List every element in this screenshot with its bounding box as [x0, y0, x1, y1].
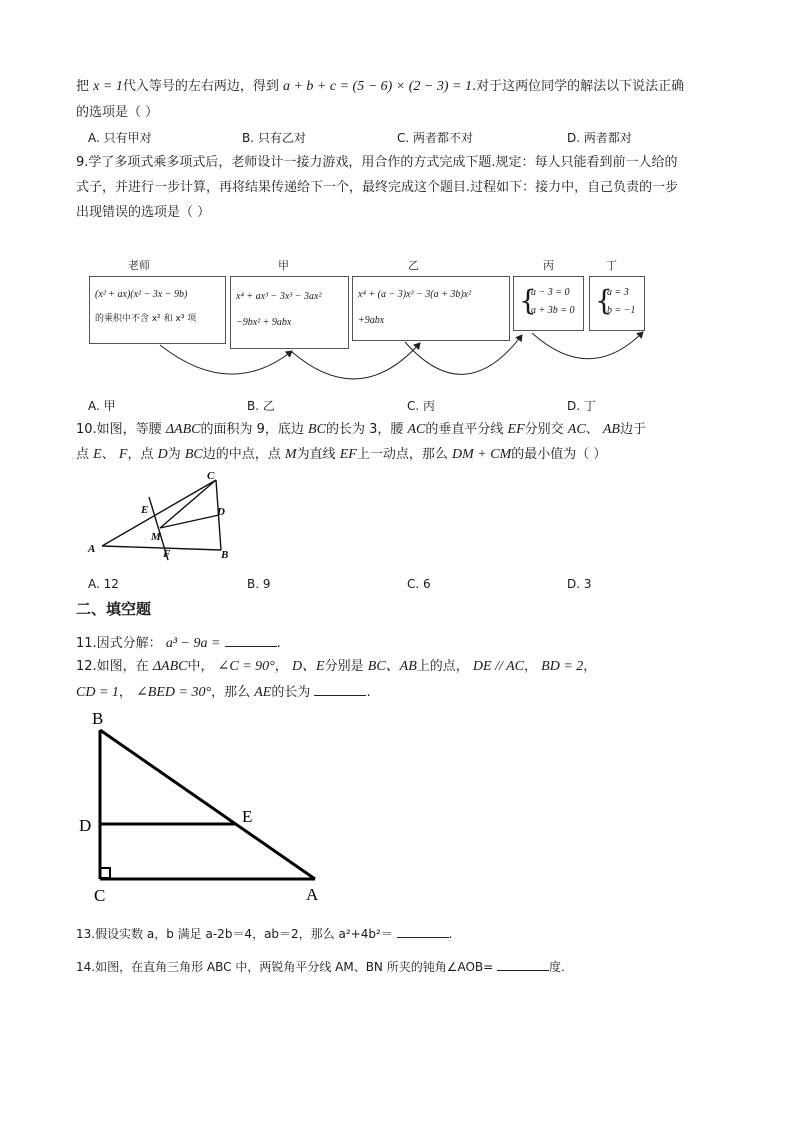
label-d: D	[217, 506, 225, 518]
jia-box: x⁴ + ax³ − 3x³ − 3ax² −9bx² + 9abx	[230, 276, 349, 349]
q8-option-d[interactable]: D. 两者都对	[567, 131, 632, 145]
label-ding: 丁	[606, 259, 617, 272]
brace-icon: {	[519, 284, 537, 317]
q8-option-c[interactable]: C. 两者都不对	[397, 131, 474, 145]
q11-line: 11.因式分解： a³ − 9a = .	[76, 636, 281, 651]
q12-figure	[74, 706, 334, 906]
q9-line2: 式子，并进行一步计算，再将结果传递给下一个，最终完成这个题目.过程如下：接力中，自己负责的一步	[76, 180, 679, 195]
bing-box: { a − 3 = 0 a + 3b = 0	[513, 276, 584, 331]
q9-line1: 9.学了多项式乘多项式后，老师设计一接力游戏，用合作的方式完成下题.规定：每人只能看到前一人给的	[76, 155, 678, 170]
q8-line1: 把 x = 1代入等号的左右两边，得到 a + b + c = (5 − 6) × (2 − 3) = 1.对于这两位同学的解法以下说法正确	[76, 79, 685, 94]
label-jia: 甲	[278, 259, 289, 272]
label-e: E	[242, 807, 253, 826]
q12-answer-blank[interactable]	[314, 683, 366, 696]
label-f: F	[163, 548, 171, 560]
q8-option-b[interactable]: B. 只有乙对	[242, 131, 306, 145]
q14-line: 14.如图，在直角三角形 ABC 中，两锐角平分线 AM、BN 所夹的钝角∠AOB= 度.	[76, 960, 565, 974]
q9-option-d[interactable]: D. 丁	[567, 399, 596, 413]
q10-option-c[interactable]: C. 6	[407, 577, 431, 591]
q13-answer-blank[interactable]	[397, 925, 449, 938]
label-yi: 乙	[408, 259, 419, 272]
arrow-bing-ding	[532, 332, 643, 359]
q10-figure	[80, 468, 250, 568]
arrow-jia-yi	[292, 343, 420, 379]
q9-option-b[interactable]: B. 乙	[247, 399, 275, 413]
yi-box: x⁴ + (a − 3)x³ − 3(a + 3b)x² +9abx	[352, 276, 510, 341]
label-m: M	[151, 531, 161, 543]
relay-arrows	[0, 0, 794, 420]
q13-line: 13.假设实数 a，b 满足 a-2b＝4，ab＝2，那么 a²+4b²＝ .	[76, 927, 453, 941]
label-bing: 丙	[543, 259, 554, 272]
label-c: C	[94, 886, 106, 905]
label-c: C	[207, 470, 215, 482]
label-a: A	[306, 885, 319, 904]
q12-line1: 12.如图，在 ΔABC中， ∠C = 90°， D、E分别是 BC、AB上的点， DE // AC， BD = 2，	[76, 659, 597, 674]
teacher-box: (x² + ax)(x² − 3x − 9b) 的乘积中不含 x² 和 x³ 项	[89, 276, 226, 344]
q9-option-c[interactable]: C. 丙	[407, 399, 436, 413]
label-a: A	[88, 543, 96, 555]
q9-line3: 出现错误的选项是（ ）	[76, 205, 211, 220]
q10-line2: 点 E、 F，点 D为 BC边的中点，点 M为直线 EF上一动点，那么 DM + CM的最小值为（ ）	[76, 447, 607, 462]
label-b: B	[92, 709, 104, 728]
q11-answer-blank[interactable]	[225, 634, 277, 647]
q9-option-a[interactable]: A. 甲	[88, 399, 116, 413]
label-e: E	[141, 504, 149, 516]
label-teacher: 老师	[128, 259, 150, 272]
q8-eq2: a + b + c = (5 − 6) × (2 − 3) = 1	[282, 79, 472, 94]
label-b: B	[221, 549, 229, 561]
q8-line2: 的选项是（ ）	[76, 105, 159, 120]
q12-line2: CD = 1， ∠BED = 30°，那么 AE的长为 .	[76, 685, 371, 700]
q8-eq1: x = 1	[93, 79, 123, 94]
section-title: 二、填空题	[76, 600, 152, 618]
label-d: D	[79, 816, 92, 835]
brace-icon: {	[595, 284, 613, 317]
q10-option-a[interactable]: A. 12	[88, 577, 119, 591]
arrow-teacher-jia	[160, 345, 292, 374]
q10-option-b[interactable]: B. 9	[247, 577, 271, 591]
q10-line1: 10.如图，等腰 ΔABC的面积为 9，底边 BC的长为 3，腰 AC的垂直平分线 EF分别交 AC、 AB边于	[76, 422, 646, 437]
q14-answer-blank[interactable]	[497, 958, 549, 971]
ding-box: { a = 3 b = −1	[589, 276, 645, 331]
arrow-yi-bing	[405, 335, 522, 374]
q10-option-d[interactable]: D. 3	[567, 577, 592, 591]
q8-option-a[interactable]: A. 只有甲对	[88, 131, 152, 145]
